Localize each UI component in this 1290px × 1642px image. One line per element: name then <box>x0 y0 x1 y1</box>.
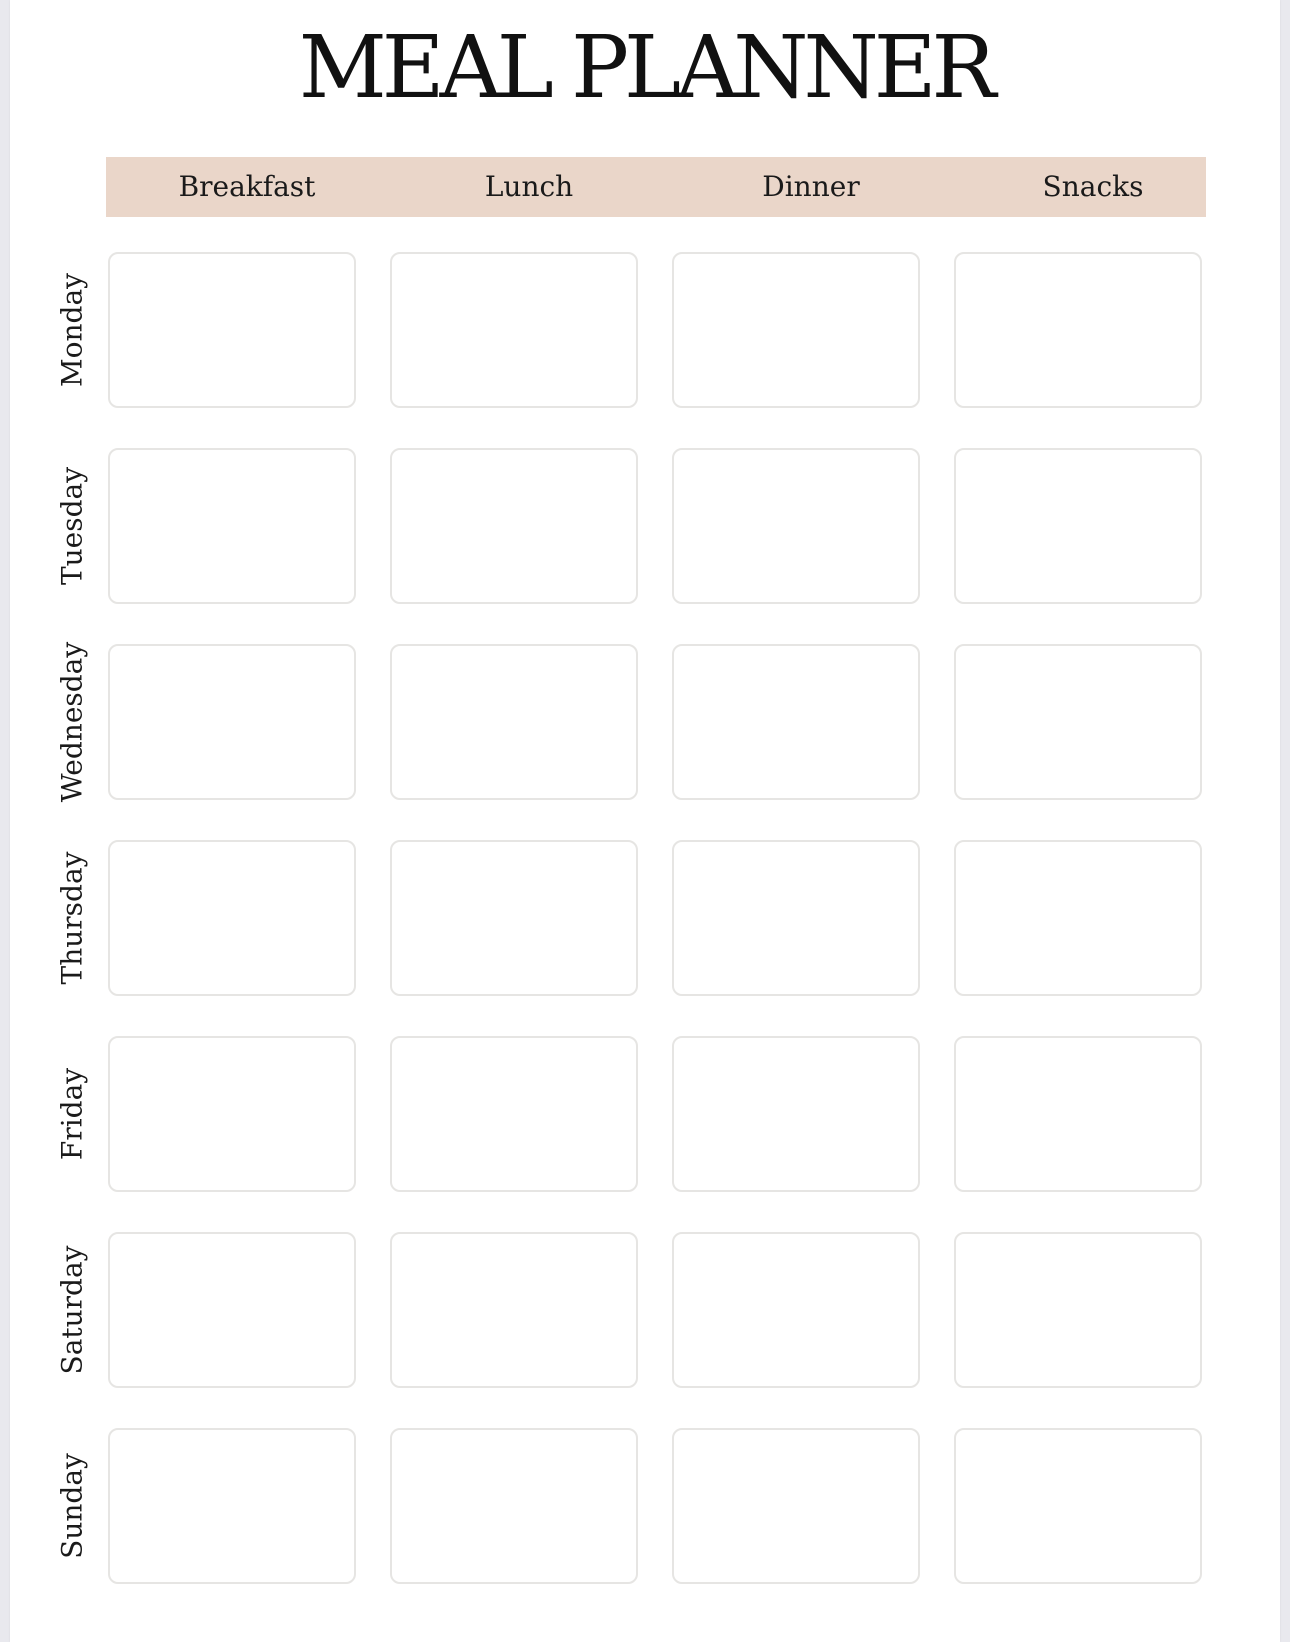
meal-cell-saturday-breakfast[interactable] <box>108 1232 356 1388</box>
meal-header-breakfast: Breakfast <box>178 170 316 203</box>
meal-cell-tuesday-snacks[interactable] <box>954 448 1202 604</box>
meal-header-snacks: Snacks <box>1042 170 1144 203</box>
meal-cell-monday-dinner[interactable] <box>672 252 920 408</box>
meal-cell-wednesday-lunch[interactable] <box>390 644 638 800</box>
meal-cell-tuesday-dinner[interactable] <box>672 448 920 604</box>
meal-cell-sunday-lunch[interactable] <box>390 1428 638 1584</box>
meal-cell-tuesday-lunch[interactable] <box>390 448 638 604</box>
meal-cell-sunday-dinner[interactable] <box>672 1428 920 1584</box>
day-label-friday: Friday <box>55 1067 89 1161</box>
meal-cell-monday-breakfast[interactable] <box>108 252 356 408</box>
meal-cell-friday-breakfast[interactable] <box>108 1036 356 1192</box>
meal-cell-saturday-snacks[interactable] <box>954 1232 1202 1388</box>
meal-header-lunch: Lunch <box>484 170 574 203</box>
meal-cell-friday-lunch[interactable] <box>390 1036 638 1192</box>
meal-header-band <box>106 157 1206 217</box>
meal-cell-friday-dinner[interactable] <box>672 1036 920 1192</box>
meal-cell-monday-lunch[interactable] <box>390 252 638 408</box>
meal-cell-wednesday-breakfast[interactable] <box>108 644 356 800</box>
meal-cell-thursday-lunch[interactable] <box>390 840 638 996</box>
meal-cell-saturday-dinner[interactable] <box>672 1232 920 1388</box>
meal-cell-friday-snacks[interactable] <box>954 1036 1202 1192</box>
meal-cell-wednesday-snacks[interactable] <box>954 644 1202 800</box>
planner-page <box>10 0 1280 1642</box>
day-label-sunday: Sunday <box>55 1453 89 1559</box>
meal-cell-wednesday-dinner[interactable] <box>672 644 920 800</box>
page-title: MEAL PLANNER <box>298 18 992 118</box>
meal-header-dinner: Dinner <box>762 170 860 203</box>
meal-cell-monday-snacks[interactable] <box>954 252 1202 408</box>
meal-cell-sunday-snacks[interactable] <box>954 1428 1202 1584</box>
meal-cell-thursday-snacks[interactable] <box>954 840 1202 996</box>
meal-cell-tuesday-breakfast[interactable] <box>108 448 356 604</box>
meal-cell-sunday-breakfast[interactable] <box>108 1428 356 1584</box>
meal-cell-thursday-dinner[interactable] <box>672 840 920 996</box>
day-label-monday: Monday <box>55 273 89 387</box>
meal-cell-saturday-lunch[interactable] <box>390 1232 638 1388</box>
day-label-thursday: Thursday <box>55 851 89 985</box>
day-label-tuesday: Tuesday <box>55 466 89 586</box>
day-label-wednesday: Wednesday <box>55 641 89 803</box>
meal-cell-thursday-breakfast[interactable] <box>108 840 356 996</box>
day-label-saturday: Saturday <box>55 1245 89 1375</box>
